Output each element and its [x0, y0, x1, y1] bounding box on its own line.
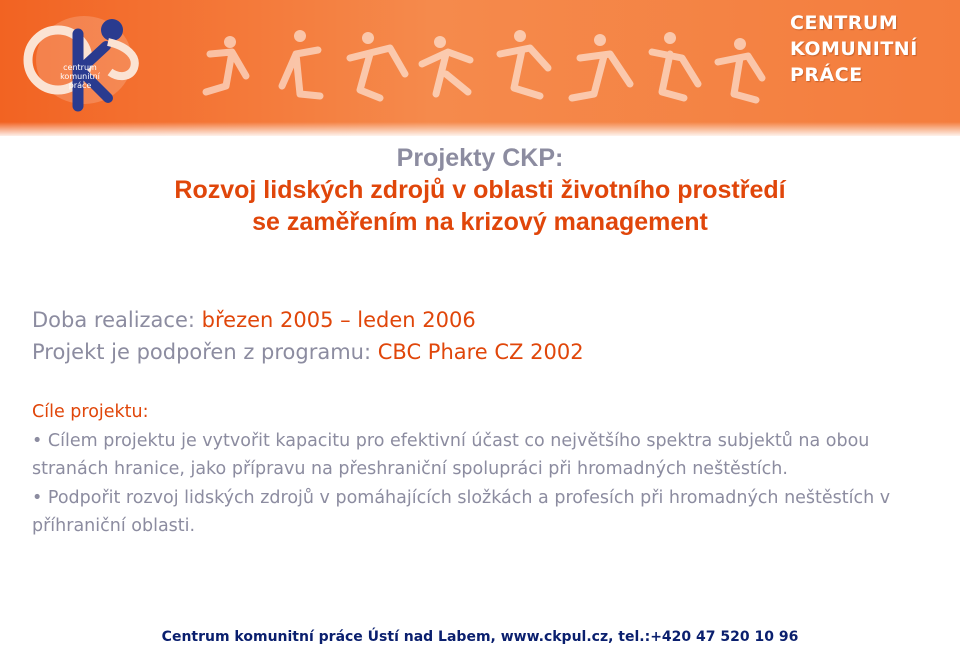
bullet-icon: • — [32, 430, 48, 451]
logo-caption — [54, 63, 106, 90]
program-support — [32, 336, 932, 368]
figure-icon — [350, 32, 405, 98]
logo-caption-line: centrum — [63, 63, 97, 72]
footer-contact: Centrum komunitní práce Ústí nad Labem, www.ckpul.cz, tel.:+420 47 520 10 96 — [161, 629, 799, 645]
header-banner — [0, 0, 960, 136]
title-line-3: se zaměřením na krizový management — [252, 208, 708, 236]
realization-period — [32, 304, 932, 336]
figure-icon — [282, 30, 320, 96]
figure-icon — [206, 36, 246, 92]
figure-icon — [422, 36, 470, 94]
figure-icon — [652, 32, 698, 98]
title-line-1: Projekty CKP: — [396, 144, 564, 172]
goal-text: Cílem projektu je vytvořit kapacitu pro efektivní účast co největšího spektra subjektů na obou stranách hranice, jako přípravu na přeshraniční spolupráci při hromadných neštěstích. — [32, 430, 870, 479]
logo-caption-line: komunitní — [60, 72, 100, 81]
goal-text: Podpořit rozvoj lidských zdrojů v pomáhajících složkách a profesích při hromadných neštěstích v příhraniční oblasti. — [32, 487, 891, 536]
period-value: březen 2005 – leden 2006 — [201, 308, 476, 332]
banner-fade — [0, 122, 960, 136]
brand-line: CENTRUM — [790, 12, 899, 34]
goals-heading: Cíle projektu: — [32, 402, 149, 422]
brand-line: PRÁCE — [790, 64, 863, 86]
goal-item — [32, 484, 922, 541]
bullet-icon: • — [32, 487, 48, 508]
brand-line: KOMUNITNÍ — [790, 38, 918, 60]
support-label: Projekt je podpořen z programu: — [32, 340, 372, 364]
brand-wordmark — [790, 10, 955, 88]
figure-icon — [572, 34, 630, 98]
logo-caption-line: práce — [68, 81, 92, 90]
figure-icon — [718, 38, 762, 100]
support-value: CBC Phare CZ 2002 — [377, 340, 584, 364]
page-title — [0, 142, 960, 238]
figure-icon — [500, 30, 548, 96]
project-goals — [32, 398, 922, 541]
period-label: Doba realizace: — [32, 308, 195, 332]
decorative-figures — [200, 14, 770, 114]
project-meta — [32, 304, 932, 368]
goal-item — [32, 427, 922, 484]
title-line-2: Rozvoj lidských zdrojů v oblasti životního prostředí — [174, 176, 786, 204]
